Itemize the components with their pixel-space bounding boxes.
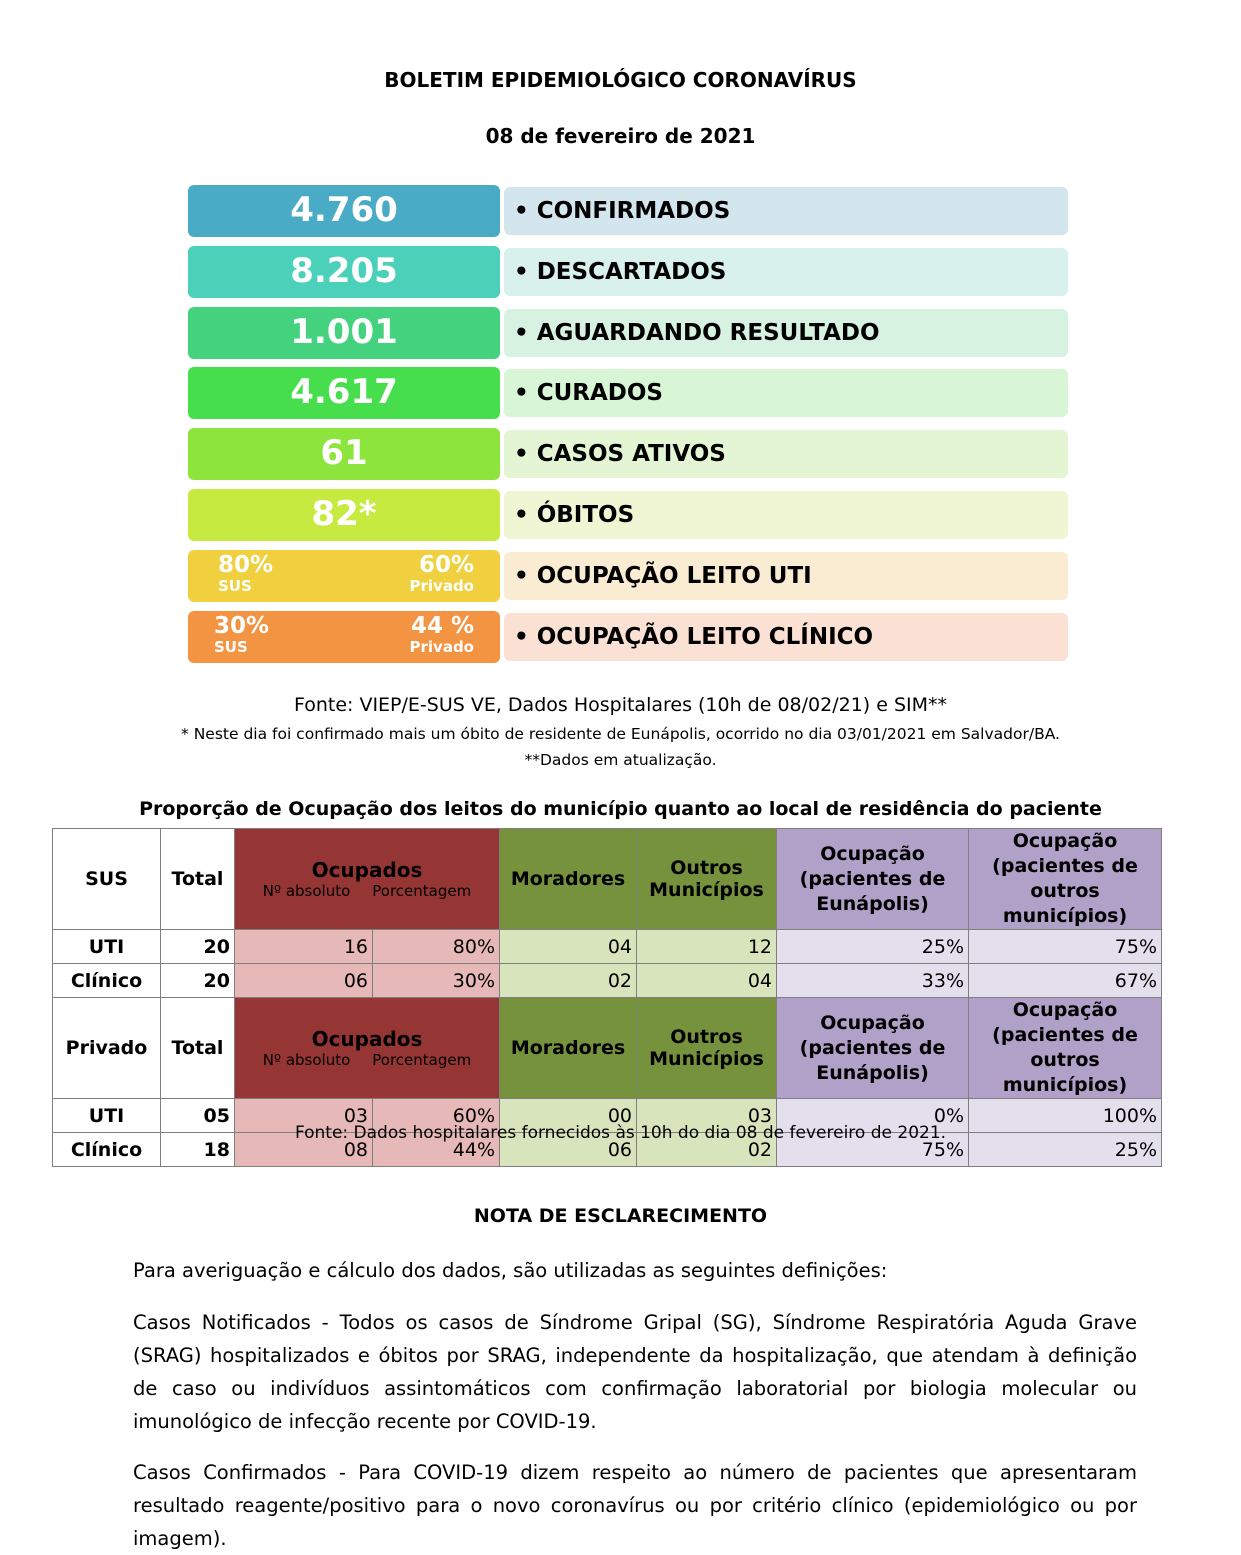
sus-label: SUS [218, 577, 252, 595]
abs-label: Nº absoluto [262, 882, 351, 900]
stat-aguardando [188, 307, 1068, 359]
table-row [53, 930, 1162, 964]
moradores-cell: 02 [500, 964, 637, 998]
occ-eunapolis-cell: 0% [777, 1099, 969, 1133]
abs-cell: 06 [235, 964, 373, 998]
abs-cell: 03 [235, 1099, 373, 1133]
occ-outros-cell: 67% [969, 964, 1162, 998]
pct-cell: 60% [373, 1099, 500, 1133]
table-title: Proporção de Ocupação dos leitos do município quanto ao local de residência do paciente [139, 798, 1102, 820]
nota-title: NOTA DE ESCLARECIMENTO [473, 1205, 768, 1227]
occ-outros-cell: 75% [969, 930, 1162, 964]
stat-casos-ativos [188, 428, 1068, 480]
ocupados-label: Ocupados [311, 1027, 423, 1051]
private-percent: 60% [418, 552, 474, 578]
stat-label: • OCUPAÇÃO LEITO UTI [504, 552, 1068, 600]
abs-label: Nº absoluto [262, 1051, 351, 1069]
moradores-cell: 00 [500, 1099, 637, 1133]
stat-value: 4.617 [188, 367, 500, 419]
moradores-cell: 06 [500, 1133, 637, 1167]
abs-cell: 08 [235, 1133, 373, 1167]
stat-descartados [188, 246, 1068, 298]
stat-label: • CURADOS [504, 369, 1068, 417]
total-cell: 20 [161, 964, 235, 998]
row-label: Clínico [53, 964, 161, 998]
abs-cell: 16 [235, 930, 373, 964]
stat-curados [188, 367, 1068, 419]
pct-cell: 30% [373, 964, 500, 998]
stat-value-split [188, 611, 500, 663]
occ-eunapolis-header: Ocupação (pacientes de Eunápolis) [777, 998, 969, 1099]
occ-eunapolis-header: Ocupação (pacientes de Eunápolis) [777, 829, 969, 930]
private-percent: 44 % [410, 613, 474, 639]
sus-percent: 30% [214, 613, 270, 639]
row-label: Clínico [53, 1133, 161, 1167]
outros-cell: 02 [637, 1133, 777, 1167]
stat-leito-clinico [188, 611, 1068, 663]
total-header: Total [161, 829, 235, 930]
stat-value-split [188, 550, 500, 602]
occ-outros-cell: 25% [969, 1133, 1162, 1167]
total-cell: 18 [161, 1133, 235, 1167]
private-label: Privado [409, 638, 474, 656]
bulletin-date: 08 de fevereiro de 2021 [485, 124, 756, 148]
ocupados-header [235, 998, 500, 1099]
outros-cell: 04 [637, 964, 777, 998]
table-header-row [53, 829, 1162, 930]
outros-header: Outros Municípios [637, 998, 777, 1099]
occ-outros-header: Ocupação (pacientes de outros municípios) [969, 829, 1162, 930]
total-cell: 05 [161, 1099, 235, 1133]
stat-leito-uti [188, 550, 1068, 602]
pct-label: Porcentagem [372, 882, 472, 900]
occ-outros-header: Ocupação (pacientes de outros municípios) [969, 998, 1162, 1099]
pct-cell: 80% [373, 930, 500, 964]
occ-eunapolis-cell: 25% [777, 930, 969, 964]
pct-label: Porcentagem [372, 1051, 472, 1069]
moradores-cell: 04 [500, 930, 637, 964]
stat-obitos [188, 489, 1068, 541]
section-label: SUS [53, 829, 161, 930]
stat-value: 4.760 [188, 185, 500, 237]
occ-outros-cell: 100% [969, 1099, 1162, 1133]
moradores-header: Moradores [500, 998, 637, 1099]
outros-header: Outros Municípios [637, 829, 777, 930]
ocupados-label: Ocupados [311, 858, 423, 882]
sus-label: SUS [214, 638, 248, 656]
occupation-table [52, 828, 1162, 1167]
stat-label: • DESCARTADOS [504, 248, 1068, 296]
stat-label: • AGUARDANDO RESULTADO [504, 309, 1068, 357]
table-row [53, 964, 1162, 998]
stat-label: • CASOS ATIVOS [504, 430, 1068, 478]
nota-casos-notificados: Casos Notificados - Todos os casos de Síndrome Gripal (SG), Síndrome Respiratória Aguda Grave (SRAG) hospitalizados e óbitos por SRAG, independente da hospitalização, que atendam à definição de caso ou indivíduos assintomáticos com confirmação laboratorial por biologia molecular ou imunológico de infecção recente por COVID-19. [133, 1311, 1137, 1433]
pct-cell: 44% [373, 1133, 500, 1167]
occ-eunapolis-cell: 33% [777, 964, 969, 998]
stat-value: 82* [188, 489, 500, 541]
total-cell: 20 [161, 930, 235, 964]
stat-confirmados [188, 185, 1068, 237]
stat-label: • OCUPAÇÃO LEITO CLÍNICO [504, 613, 1068, 661]
outros-cell: 12 [637, 930, 777, 964]
footnote-dados: **Dados em atualização. [524, 751, 717, 769]
stat-label: • ÓBITOS [504, 491, 1068, 539]
total-header: Total [161, 998, 235, 1099]
row-label: UTI [53, 1099, 161, 1133]
nota-intro: Para averiguação e cálculo dos dados, são utilizadas as seguintes definições: [133, 1259, 888, 1282]
outros-cell: 03 [637, 1099, 777, 1133]
nota-casos-confirmados: Casos Confirmados - Para COVID-19 dizem respeito ao número de pacientes que apresentaram resultado reagente/positivo para o novo coronavírus ou por critério clínico (epidemiológico ou por imagem). [133, 1461, 1137, 1550]
table-source: Fonte: Dados hospitalares fornecidos às 10h do dia 08 de fevereiro de 2021. [294, 1123, 947, 1143]
occ-eunapolis-cell: 75% [777, 1133, 969, 1167]
ocupados-header [235, 829, 500, 930]
table-header-row [53, 998, 1162, 1099]
stat-value: 1.001 [188, 307, 500, 359]
private-label: Privado [409, 577, 474, 595]
row-label: UTI [53, 930, 161, 964]
stat-value: 61 [188, 428, 500, 480]
stat-label: • CONFIRMADOS [504, 187, 1068, 235]
footnote-obito: * Neste dia foi confirmado mais um óbito de residente de Eunápolis, ocorrido no dia 03/01/2021 em Salvador/BA. [181, 725, 1060, 743]
source-note: Fonte: VIEP/E-SUS VE, Dados Hospitalares (10h de 08/02/21) e SIM** [293, 694, 948, 716]
moradores-header: Moradores [500, 829, 637, 930]
sus-percent: 80% [218, 552, 274, 578]
section-label: Privado [53, 998, 161, 1099]
stat-value: 8.205 [188, 246, 500, 298]
bulletin-title: BOLETIM EPIDEMIOLÓGICO CORONAVÍRUS [384, 68, 857, 92]
